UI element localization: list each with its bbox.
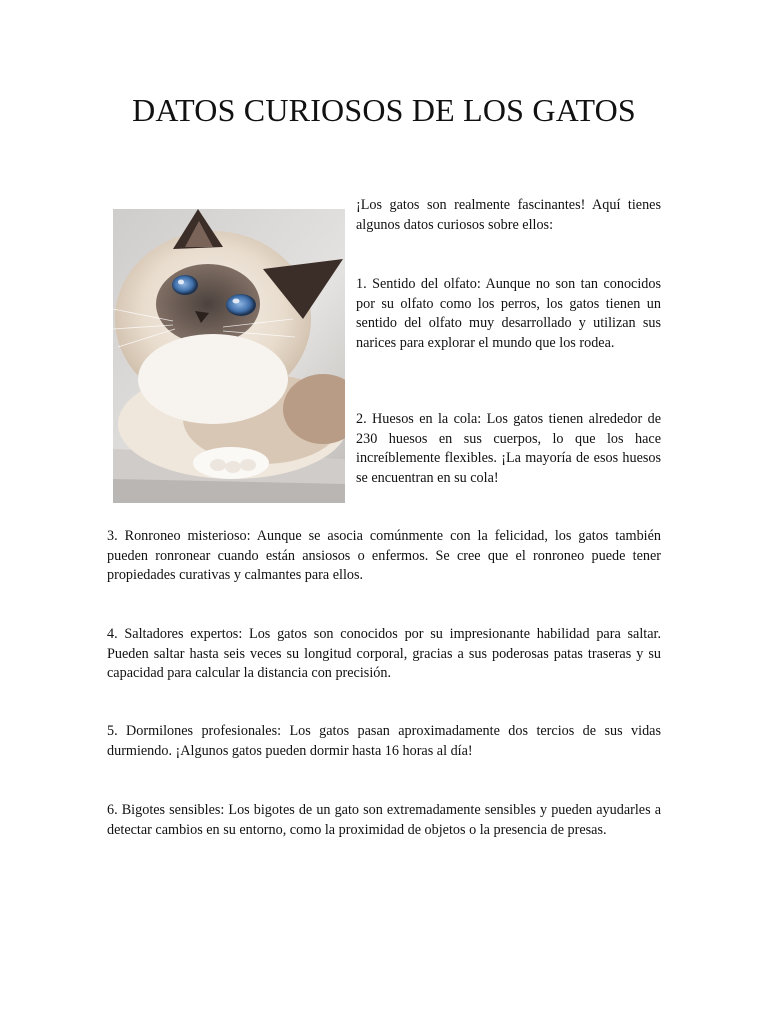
cat-photo-icon bbox=[113, 209, 345, 503]
fact-paragraph-2: 2. Huesos en la cola: Los gatos tienen alrededor de 230 huesos en sus cuerpos, lo que los hace increíblemente flexibles. ¡La mayoría de esos huesos se encuentran en su cola! bbox=[356, 411, 661, 486]
fact-paragraph-4: 4. Saltadores expertos: Los gatos son conocidos por su impresionante habilidad para saltar. Pueden saltar hasta seis veces su longitud corporal, gracias a sus poderosas patas traseras y su capacidad para calcular la distancia con precisión. bbox=[107, 626, 661, 682]
fact-paragraph-3: 3. Ronroneo misterioso: Aunque se asocia comúnmente con la felicidad, los gatos también pueden ronronear cuando están ansiosos o enfermos. Se cree que el ronroneo puede tener propiedades curativas y calmantes para ellos. bbox=[107, 528, 661, 584]
fact-paragraph-5: 5. Dormilones profesionales: Los gatos pasan aproximadamente dos tercios de sus vidas durmiendo. ¡Algunos gatos pueden dormir hasta 16 horas al día! bbox=[107, 723, 661, 759]
fact-paragraph-6: 6. Bigotes sensibles: Los bigotes de un gato son extremadamente sensibles y pueden ayudarles a detectar cambios en su entorno, como la proximidad de objetos o la presencia de presas. bbox=[107, 802, 661, 838]
fact-paragraph-1: 1. Sentido del olfato: Aunque no son tan conocidos por su olfato como los perros, los gatos tienen un sentido del olfato muy desarrollado y utilizan sus narices para explorar el mundo que los rodea. bbox=[356, 276, 661, 351]
cat-photo bbox=[113, 209, 345, 503]
intro-paragraph: ¡Los gatos son realmente fascinantes! Aquí tienes algunos datos curiosos sobre ellos: bbox=[356, 197, 661, 233]
page-title: DATOS CURIOSOS DE LOS GATOS bbox=[132, 92, 636, 128]
